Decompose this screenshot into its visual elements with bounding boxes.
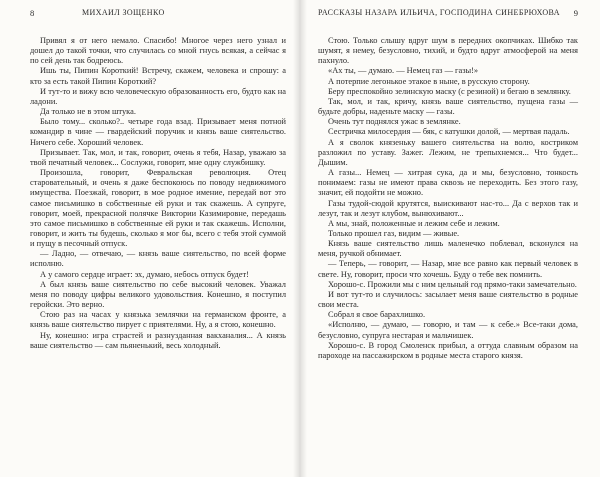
paragraph: Было тому... сколько?.. четыре года взад. Призывает меня потной командир в чине — гвардейский поручик и князь ваше сиятельство. Ничего себе. Хороший человек. (30, 117, 286, 147)
paragraph: А у самого сердце играет: эх, думаю, небось отпуск будет! (40, 269, 249, 279)
paragraph: Хорошо-с. В город Смоленск прибыл, а оттуда славным образом на пароходе на пассажирском в родные места старого князя. (318, 340, 578, 360)
paragraph: «Ах ты, — думаю. — Немец газ — газы!» (328, 66, 479, 76)
paragraph: Хорошо-с. Прожили мы с ним цельный год прямо-таки замечательно. (328, 279, 577, 289)
paragraph: Привял я от него немало. Спасибо! Многое через него узнал и дошел до такой точки, что случилась со мной гнусь всякая, а сейчас я по сей день так бодреюсь. (30, 36, 286, 66)
paragraph: Очень тут поднялся ужас в землянке. (328, 117, 461, 127)
paragraph: Сестричка милосердия — бяк, с катушки долой, — мертвая падаль. (328, 127, 570, 137)
paragraph: Да только не в этом штука. (40, 107, 136, 117)
paragraph: Собрал я свое барахлишко. (328, 310, 426, 320)
paragraph: Газы тудой-сюдой крутятся, выискивают нас-то... Да с верхов так и лезут, так и лезут клубом, вынюхивают... (318, 198, 578, 218)
paragraph: Князь ваше сиятельство лишь маленечко поблевал, всконулся на меня, ручкой обнимает. (318, 239, 578, 259)
paragraph: А я сволок князеньку вашего сиятельства на волю, костриком разложил по уставу. Зажег. Лежим, не трепыхнемся... Что будет... Дышим. (318, 137, 578, 167)
right-running-head: РАССКАЗЫ НАЗАРА ИЛЬИЧА, ГОСПОДИНА СИНЕБРЮХОВА (318, 8, 560, 17)
paragraph: Ишь ты, Пипин Короткий! Встречу, скажем, человека и спрошу: а кто за есть такой Пипин Короткий? (30, 66, 286, 86)
left-page-body (30, 36, 286, 351)
paragraph: Беру преспокойно зелинскую маску (с резиной) и бегаю в землянку. (328, 86, 571, 96)
paragraph: Ну, конешно: игра страстей и разнузданная вакханалия... А князь ваше сиятельство — сам пьяненький, весь холодный. (30, 330, 286, 350)
paragraph: Призывает. Так, мол, и так, говорит, очень я тебя, Назар, уважаю за твой печатный человек... Сослужи, говорит, мне одну службишку. (30, 147, 286, 167)
paragraph: Только прошел газ, видим — живые. (328, 228, 460, 238)
paragraph: Так, мол, и так, кричу, князь ваше сиятельство, пущена газы — будьте добры, наденьте маску — газы. (318, 96, 578, 117)
paragraph: А газы... Немец — хитрая сука, да и мы, безусловно, тонкость понимаем: газы не имеют права сквозь не переходить. Без этого газу, значит, ей подойти не можно. (318, 168, 578, 198)
paragraph: И тут-то и вижу всю человеческую образованность его, будто как на ладони. (30, 86, 286, 106)
paragraph: Произошла, говорит, Февральская революция. Отец старовательный, и очень я даже беспокоюсь по поводу недвижимого имущества. Поезжай, говорит, в мое родное имение, передай вот это самое письмишко в собственные ей руки и так скажешь. А супруге, говорит, моей, прекрасной полячке Виктории Казимировне, передашь это самое письмишко в собственные ей руки и так скажешь. Исполни, говорит, и жить ты будешь, сколько я мог бы, всего с тебя этой суммой и пущу в песочный отпуск. (30, 168, 286, 249)
paragraph: Стою. Только слышу вдруг шум в передних окопчиках. Шибко так шумят, я немеу, безусловно, тихий, и будто вдруг атмосферой на меня пахнуло. (318, 36, 578, 66)
paragraph: А был князь ваше сиятельство по себе высокий человек. Уважал меня по поводу цифры великого удовольствия. Конешно, я поступил геройски. Это верно. (30, 279, 286, 310)
right-page-body (318, 36, 578, 361)
paragraph: — Теперь, — говорит, — Назар, мне все равно как первый человек в свете. Ну, говорит, проси что хочешь. Буду о тебе век помнить. (318, 259, 578, 279)
right-page-header (318, 8, 578, 22)
paragraph: Стою раз на часах у князька землячки на германском фронте, а князь ваше сиятельство пирует с приятелями. Ну, а я стою, конешно. (30, 310, 286, 330)
paragraph: А потерпие легонькое этакое в ныне, в русскую сторону. (328, 76, 530, 86)
right-page-number: 9 (573, 8, 578, 18)
left-page-number: 8 (30, 8, 35, 18)
paragraph: «Исполню, — думаю, — говорю, и там — к себе.» Все-таки дома, безусловно, супруга нестарая и мальчишек. (318, 320, 578, 340)
book-gutter-shadow (293, 0, 307, 477)
left-page-header (30, 8, 286, 22)
right-page (300, 0, 600, 477)
paragraph: — Ладно, — отвечаю, — князь ваше сиятельство, по всей форме исполню. (30, 249, 286, 269)
paragraph: А мы, знай, положенные и лежим себе и лежим. (328, 218, 500, 228)
left-running-head: МИХАИЛ ЗОЩЕНКО (82, 8, 165, 17)
paragraph: И вот тут-то и случилось: засылает меня ваше сиятельство в родные свои места. (318, 289, 578, 310)
